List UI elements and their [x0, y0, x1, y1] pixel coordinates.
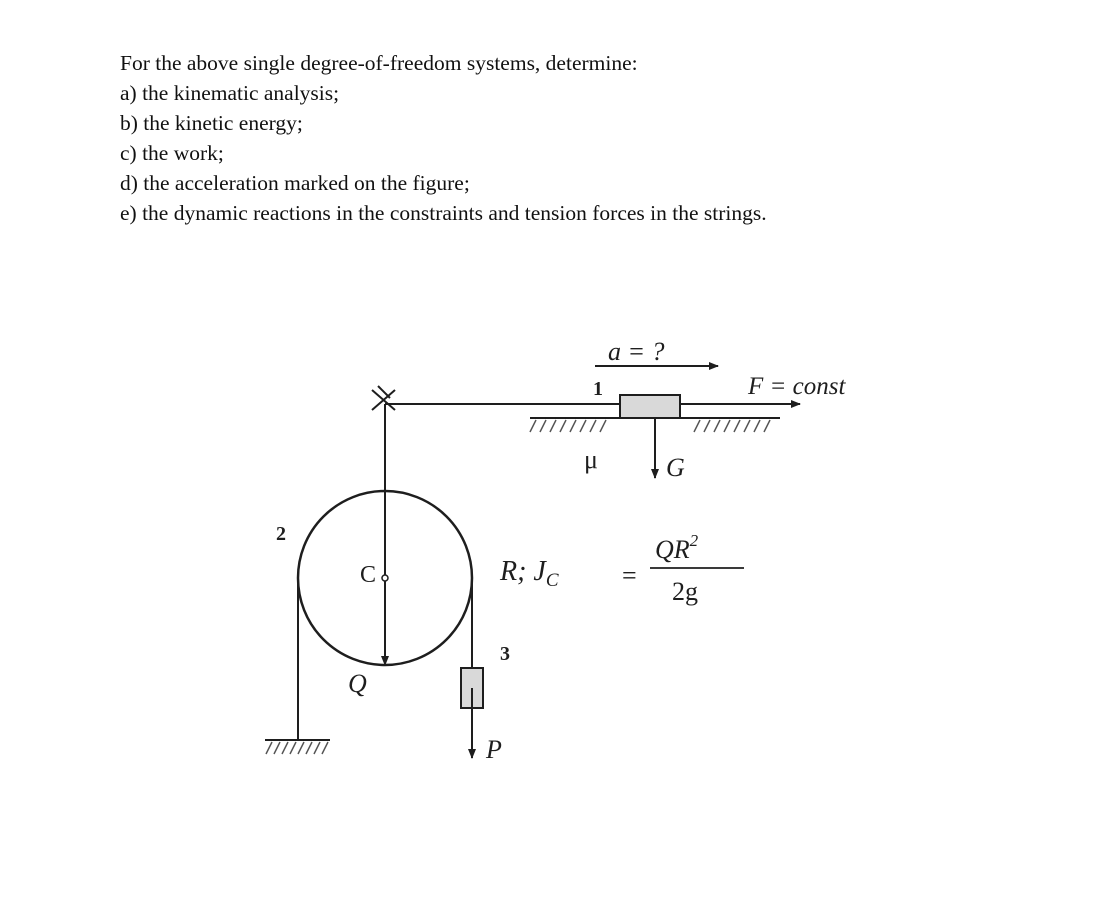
- weight-q-label: Q: [348, 669, 367, 698]
- radius-inertia-label: [499, 556, 559, 591]
- ground-hatching: [266, 742, 328, 754]
- acceleration-label: a = ?: [608, 337, 665, 366]
- numerator-exponent: 2: [689, 531, 699, 550]
- center-point: [382, 575, 388, 581]
- fraction-numerator: [655, 531, 699, 564]
- problem-item-a: a) the kinematic analysis;: [120, 81, 340, 105]
- top-pin-support: [372, 386, 395, 410]
- equals-sign: =: [622, 561, 637, 590]
- problem-item-d: d) the acceleration marked on the figure;: [120, 171, 470, 195]
- fraction-denominator: 2g: [672, 577, 698, 606]
- body-3-number: 3: [500, 643, 510, 665]
- disk-number: 2: [276, 523, 286, 545]
- block-1: [620, 395, 680, 418]
- center-label: C: [360, 562, 377, 588]
- friction-coefficient-label: μ: [584, 445, 598, 474]
- radius-inertia-text: R; J: [500, 556, 546, 587]
- problem-item-c: c) the work;: [120, 141, 224, 165]
- numerator-text: QR: [655, 535, 690, 564]
- force-label: F = const: [748, 373, 846, 400]
- weight-p-label: P: [486, 735, 502, 764]
- surface-hatching: [530, 420, 770, 432]
- inertia-subscript: C: [545, 570, 559, 591]
- problem-item-b: b) the kinetic energy;: [120, 111, 303, 135]
- problem-intro: For the above single degree-of-freedom systems, determine:: [120, 51, 638, 75]
- weight-g-label: G: [666, 453, 685, 482]
- problem-item-e: e) the dynamic reactions in the constraints and tension forces in the strings.: [120, 201, 767, 225]
- body-1-number: 1: [593, 378, 603, 400]
